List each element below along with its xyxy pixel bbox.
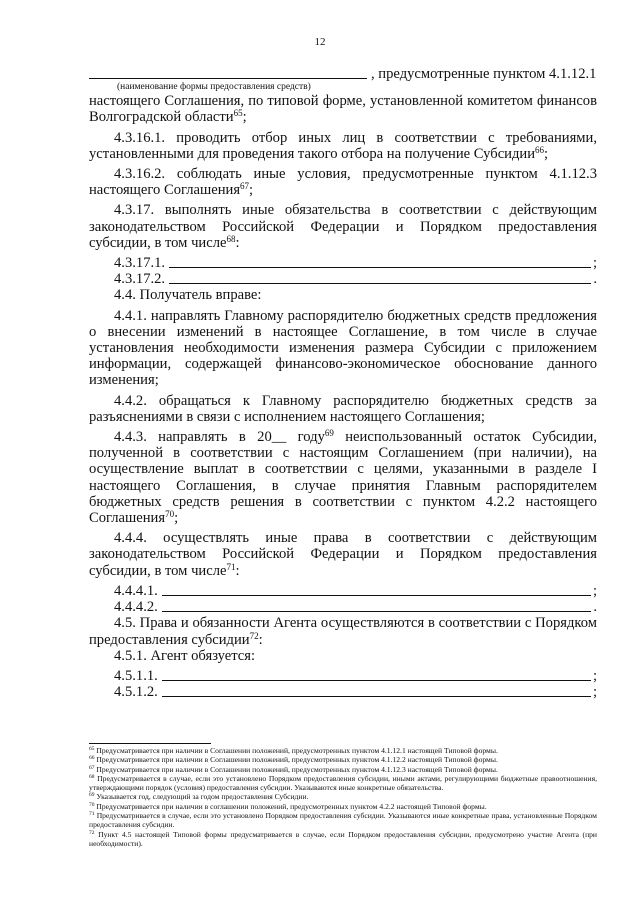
footnote-72: $^{72}$ Пункт 4.5 настоящей Типовой формы предусматривается в случае, если Порядком предоставления субсидии, предусмотрено участие Агента (при необходимости).: [89, 829, 597, 848]
blank-item-4-5-1-1: 4.5.1.1. ;: [114, 667, 597, 684]
footnote-ref-67: 67: [240, 181, 250, 192]
page-number: 12: [314, 36, 326, 48]
footnote-ref-72: 72: [249, 630, 259, 641]
footnote-ref-66: 66: [535, 144, 545, 155]
blank-item-4-4-4-1: 4.4.4.1. ;: [114, 582, 597, 599]
footnote-67: $^{67}$ Предусматривается при наличии в Соглашении положений, предусмотренных пунктом 4.1.12.3 настоящей Типовой формы.: [89, 764, 498, 774]
paragraph-4-4: 4.4. Получатель вправе:: [114, 287, 262, 304]
footnote-ref-69: 69: [324, 428, 334, 439]
footnote-71: $^{71}$ Предусматривается в случае, если это установлено Порядком предоставления субсидии. Указываются иные конкретные права, установленные Порядком предоставления субсидии.: [89, 811, 597, 830]
footnotes: [89, 746, 597, 848]
paragraph-4-3-17: 4.3.17. выполнять иные обязательства в соответствии с действующим законодательством Российской Федерации и Порядком предоставления субсидии, в том числе$^{68}$:: [89, 202, 597, 251]
paragraph-4-3-16-1: 4.3.16.1. проводить отбор иных лиц в соответствии с требованиями, установленными для проведения такого отбора на получение Субсидии$^{66}$;: [89, 129, 597, 162]
form-name-tail: , предусмотренные пунктом 4.1.12.1: [371, 66, 597, 82]
paragraph-4-3-16-2: 4.3.16.2. соблюдать иные условия, предусмотренные пунктом 4.1.12.3 настоящего Соглашения$^{67}$;: [89, 166, 597, 199]
paragraph-4-5: 4.5. Права и обязанности Агента осуществляются в соответствии с Порядком предоставления субсидии$^{72}$:: [89, 615, 597, 648]
blank-line: [169, 267, 591, 268]
paragraph-4-4-3: 4.4.3. направлять в 20__ году$^{69}$ неиспользованный остаток Субсидии, полученной в соответствии с настоящим Соглашением (при наличии), на осуществление выплат в соответствии с целями, указанными в разделе I настоящего Соглашения, в случае принятия Главным распорядителем бюджетных средств решения в соответствии с пунктом 4.2.2 настоящего Соглашения$^{70}$;: [89, 428, 597, 527]
paragraph-4-5-1: 4.5.1. Агент обязуется:: [114, 647, 256, 664]
footnote-separator: [89, 743, 211, 744]
footnote-ref-71: 71: [226, 561, 236, 572]
blank-item-4-3-17-1: 4.3.17.1. ;: [114, 255, 597, 272]
paragraph-4-3-15-continuation: настоящего Соглашения, по типовой форме, установленной комитетом финансов Волгоградской области$^{65}$;: [89, 93, 597, 126]
footnote-66: $^{66}$ Предусматривается при наличии в Соглашении положений, предусмотренных пунктом 4.1.12.2 настоящей Типовой формы.: [89, 755, 498, 765]
blank-line: [162, 611, 592, 612]
blank-line: [162, 696, 591, 697]
blank-item-4-5-1-2: 4.5.1.2. ;: [114, 684, 597, 701]
form-name-row: [89, 66, 597, 82]
form-name-blank-line: [89, 78, 367, 79]
blank-item-4-3-17-2: 4.3.17.2. .: [114, 271, 597, 288]
document-body: [89, 66, 597, 700]
footnote-ref-68: 68: [226, 233, 236, 244]
blank-line: [162, 680, 591, 681]
blank-line: [162, 595, 591, 596]
blank-line: [169, 283, 591, 284]
footnote-ref-70: 70: [165, 509, 175, 520]
blank-item-4-4-4-2: 4.4.4.2. .: [114, 599, 597, 616]
form-name-caption: (наименование формы предоставления средств): [117, 82, 311, 93]
footnote-69: $^{69}$ Указывается год, следующий за годом предоставления Субсидии.: [89, 792, 309, 802]
paragraph-4-4-1: 4.4.1. направлять Главному распорядителю бюджетных средств предложения о внесении изменений в настоящее Соглашение, в том числе в случае установления необходимости изменения размера Субсидии с приложением информации, содержащей финансово-экономическое обоснование данного изменения;: [89, 307, 597, 389]
footnote-ref-65: 65: [233, 108, 243, 119]
paragraph-4-4-4: 4.4.4. осуществлять иные права в соответствии с действующим законодательством Российской Федерации и Порядком предоставления субсидии, в том числе$^{71}$:: [89, 530, 597, 579]
footnote-70: $^{70}$ Предусматривается при наличии в соглашении положений, предусмотренных пунктом 4.2.2 настоящей Типовой формы.: [89, 801, 487, 811]
footnote-65: $^{65}$ Предусматривается при наличии в Соглашении положений, предусмотренных пунктом 4.1.12.1 настоящей Типовой формы.: [89, 746, 498, 755]
paragraph-4-4-2: 4.4.2. обращаться к Главному распорядителю бюджетных средств за разъяснениями в связи с исполнением настоящего Соглашения;: [89, 392, 597, 425]
footnote-68: $^{68}$ Предусматривается в случае, если это установлено Порядком предоставления субсидии, иными актами, регулирующими бюджетные правоотношения, утверждающими порядок (условия) предоставления субсидии. Указываются иные конкретные обязательства.: [89, 773, 597, 793]
